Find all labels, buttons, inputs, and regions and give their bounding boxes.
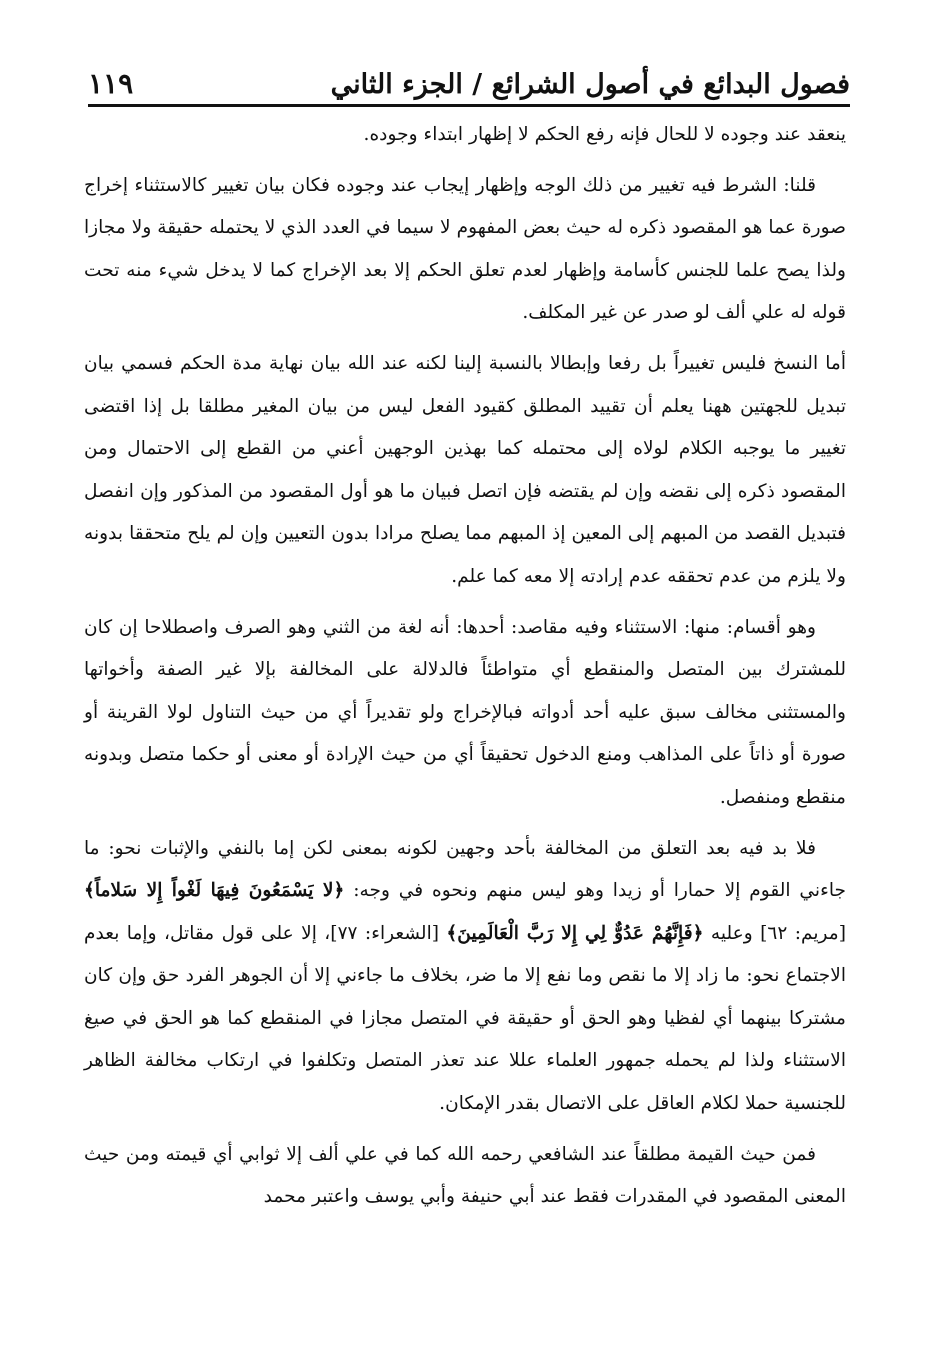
page-number: ١١٩	[88, 67, 134, 100]
quran-verse-shuara: ﴿فَإِنَّهُمْ عَدُوٌّ لِي إِلا رَبَّ الْعَالَمِينَ﴾	[446, 922, 704, 944]
paragraph-text-end: [الشعراء: ٧٧]، إلا على قول مقاتل، وإما بعدم الاجتماع نحو: ما زاد إلا ما نقص وما نفع إلا ما ضر، بخلاف ما جاءني إلا أن الجوهر الفرد حق وإن كان مشتركا بينهما أي لفظيا وهو الحق أو حقيقة في المتصل مجازا في المنقطع كما هو الحق في صيغ الاستثناء ولذا لم يحمله جمهور العلماء عللا عند تعذر المتصل وتكلفوا في ارتكاب مخالفة الظاهر للجنسية حملا لكلام العاقل على الاتصال بقدر الإمكان.	[84, 922, 846, 1115]
paragraph-continuation: ينعقد عند وجوده لا للحال فإنه رفع الحكم لا إظهار ابتداء وجوده.	[363, 124, 846, 145]
paragraph-mukhalafa	[84, 828, 846, 1126]
running-header	[88, 52, 850, 100]
quran-verse-maryam: ﴿لا يَسْمَعُونَ فِيهَا لَغْواً إِلا سَلاماً﴾	[84, 880, 345, 902]
paragraph-qima: فمن حيث القيمة مطلقاً عند الشافعي رحمه الله كما في علي ألف إلا ثوابي أي قيمته ومن حيث المعنى المقصود في المقدرات فقط عند أبي حنيفة وأبي يوسف واعتبر محمد	[84, 1143, 846, 1208]
running-title: فصول البدائع في أصول الشرائع / الجزء الثاني	[330, 69, 850, 100]
header-divider	[88, 104, 850, 107]
paragraph-text-middle: [مريم: ٦٢] وعليه	[703, 922, 846, 944]
paragraph-text-start: فلا بد فيه بعد التعلق من المخالفة بأحد وجهين لكونه بمعنى لكن إما بالنفي والإثبات نحو: ما جاءني القوم إلا حمارا أو زيدا وهو ليس منهم ونحوه في وجه:	[84, 837, 846, 902]
body-text	[84, 114, 846, 1227]
paragraph-qulna: قلنا: الشرط فيه تغيير من ذلك الوجه وإظهار إيجاب عند وجوده فكان بيان تغيير كالاستثناء إخراج صورة عما هو المقصود ذكره له حيث بعض المفهوم لا سيما في العدد الذي لا يحتمله حقيقة ولا مجازا ولذا يصح علما للجنس كأسامة وإظهار لعدم تعلق الحكم إلا بعد الإخراج كما لا يدخل شيء منه تحت قوله له علي ألف لو صدر عن غير المكلف.	[84, 174, 846, 324]
paragraph-aqsam: وهو أقسام: منها: الاستثناء وفيه مقاصد: أحدها: أنه لغة من الثني وهو الصرف واصطلاحا إن كان للمشترك بين المتصل والمنقطع أي متواطئاً فالدلالة على المخالفة بإلا غير الصفة وأخواتها والمستثنى مخالف سبق عليه أحد أدواته فبالإخراج ولو تقديراً أي من حيث التناول لولا القرينة أو صورة أو ذاتاً على المذاهب ومنع الدخول تحقيقاً أي من حيث الإرادة أو معنى أو حكما متصل وبدونه منقطع ومنفصل.	[84, 616, 846, 808]
paragraph-naskh: أما النسخ فليس تغييراً بل رفعا وإبطالا بالنسبة إلينا لكنه عند الله بيان نهاية مدة الحكم فسمي بيان تبديل للجهتين ههنا يعلم أن تقييد المطلق كقيود الفعل ليس من بيان المغير مطلقا بل إذا اقتضى تغيير ما يوجبه الكلام لولاه إلى محتمله كما بهذين الوجهين أعني من القطع إلى الاحتمال ومن المقصود ذكره إلى نقضه وإن لم يقتضه فإن اتصل فبيان ما هو أول المقصود من المذكور وإن انفصل فتبديل القصد من المبهم إلى المعين إذ المبهم مما يصلح مرادا بدون التعيين وإن لم يلح متحققا بدونه ولا يلزم من عدم تحققه عدم إرادته إلا معه كما علم.	[84, 352, 846, 587]
